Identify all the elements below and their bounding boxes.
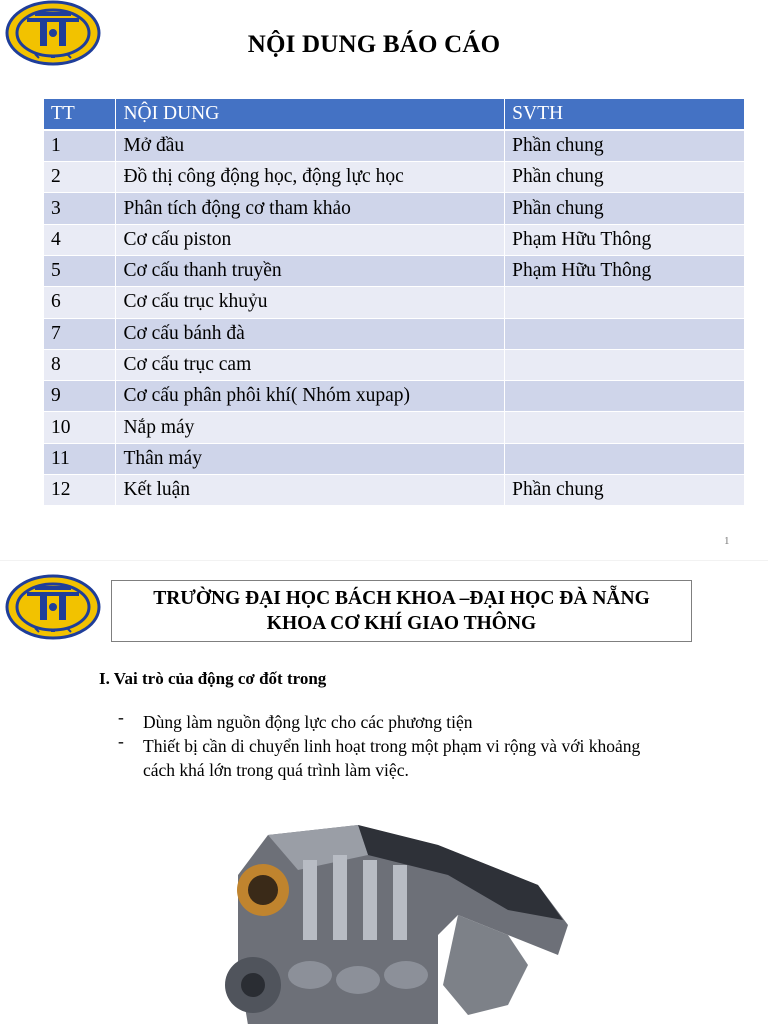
row-content-cell: Cơ cấu bánh đà	[116, 318, 505, 349]
row-student-cell: Phạm Hữu Thông	[505, 224, 745, 255]
row-student-cell: Phần chung	[505, 162, 745, 193]
slide-title: NỘI DUNG BÁO CÁO	[247, 31, 501, 58]
table-row	[44, 412, 745, 443]
table-row	[44, 443, 745, 474]
bullet-list	[118, 707, 658, 782]
row-student-cell: Phạm Hữu Thông	[505, 255, 745, 286]
row-student-cell	[505, 349, 745, 380]
row-student-cell	[505, 381, 745, 412]
row-number-cell: 12	[44, 475, 116, 506]
header-line-university: TRƯỜNG ĐẠI HỌC BÁCH KHOA –ĐẠI HỌC ĐÀ NẴNG	[153, 588, 650, 609]
bullet-text: Dùng làm nguồn động lực cho các phương tiện	[143, 712, 473, 732]
table-header-row	[44, 99, 745, 130]
row-student-cell	[505, 412, 745, 443]
row-student-cell	[505, 318, 745, 349]
row-student-cell: Phần chung	[505, 193, 745, 224]
table-row	[44, 349, 745, 380]
bullet-marker: -	[118, 731, 124, 751]
university-logo	[5, 574, 101, 640]
university-header-box	[111, 580, 692, 642]
row-content-cell: Đồ thị công động học, động lực học	[116, 162, 505, 193]
row-content-cell: Phân tích động cơ tham khảo	[116, 193, 505, 224]
table-row	[44, 381, 745, 412]
row-number-cell: 5	[44, 255, 116, 286]
table-row	[44, 162, 745, 193]
header-tt: TT	[44, 99, 116, 130]
section-heading: I. Vai trò của động cơ đốt trong	[99, 669, 327, 688]
row-number-cell: 3	[44, 193, 116, 224]
row-content-cell: Thân máy	[116, 443, 505, 474]
row-number-cell: 10	[44, 412, 116, 443]
row-content-cell: Cơ cấu phân phôi khí( Nhóm xupap)	[116, 381, 505, 412]
header-noi-dung: NỘI DUNG	[116, 99, 505, 130]
row-content-cell: Kết luận	[116, 475, 505, 506]
row-content-cell: Cơ cấu trục cam	[116, 349, 505, 380]
table-row	[44, 255, 745, 286]
report-table	[44, 99, 745, 506]
row-student-cell	[505, 443, 745, 474]
engine-illustration	[208, 815, 572, 1024]
table-row	[44, 193, 745, 224]
row-student-cell: Phần chung	[505, 130, 745, 161]
row-content-cell: Cơ cấu piston	[116, 224, 505, 255]
row-number-cell: 6	[44, 287, 116, 318]
row-number-cell: 1	[44, 130, 116, 161]
row-content-cell: Cơ cấu thanh truyền	[116, 255, 505, 286]
row-number-cell: 2	[44, 162, 116, 193]
bullet-marker: -	[118, 707, 124, 727]
row-content-cell: Cơ cấu trục khuỷu	[116, 287, 505, 318]
table-row	[44, 475, 745, 506]
header-line-faculty: KHOA CƠ KHÍ GIAO THÔNG	[266, 613, 537, 634]
row-number-cell: 11	[44, 443, 116, 474]
slide-2	[0, 560, 768, 1024]
row-student-cell	[505, 287, 745, 318]
table-row	[44, 287, 745, 318]
page-number: 1	[724, 535, 730, 547]
row-number-cell: 4	[44, 224, 116, 255]
table-row	[44, 224, 745, 255]
row-content-cell: Mở đầu	[116, 130, 505, 161]
table-row	[44, 130, 745, 161]
table-row	[44, 318, 745, 349]
row-content-cell: Nắp máy	[116, 412, 505, 443]
row-student-cell: Phần chung	[505, 475, 745, 506]
bullet-text: Thiết bị cần di chuyển linh hoạt trong một phạm vi rộng và với khoảng cách khá lớn trong quá trình làm việc.	[143, 736, 641, 780]
header-svth: SVTH	[505, 99, 745, 130]
row-number-cell: 9	[44, 381, 116, 412]
row-number-cell: 8	[44, 349, 116, 380]
row-number-cell: 7	[44, 318, 116, 349]
list-item	[118, 731, 658, 782]
list-item	[118, 707, 658, 734]
